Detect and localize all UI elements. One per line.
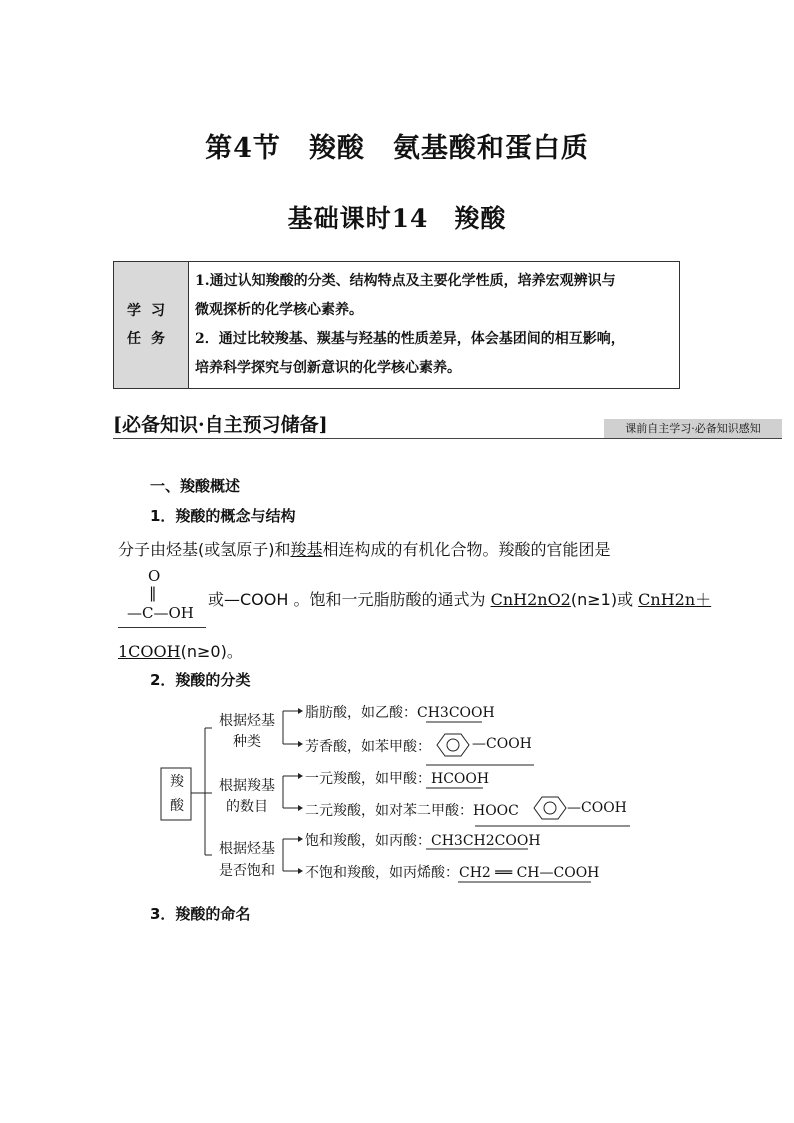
leaf-monocarboxylic-text: 一元羧酸，如甲酸： <box>305 771 431 787</box>
leaf-aromatic-answer-text: —COOH <box>472 736 532 752</box>
formula-or: 或 <box>617 590 639 609</box>
leaf-unsaturated-text: 不饱和羧酸，如丙烯酸： <box>305 865 459 881</box>
criterion-1-line2: 种类 <box>233 734 261 750</box>
struct-chain: —C—OH <box>127 604 194 622</box>
leaf-saturated-answer: CH3CH2COOH <box>431 833 541 849</box>
formula-cond-2: (n≥0) <box>180 642 227 661</box>
leaf-aromatic-answer <box>472 736 532 752</box>
task-item1-line1: 1.通过认知羧酸的分类、结构特点及主要化学性质，培养宏观辨识与 <box>195 273 616 289</box>
leaf-dicarboxylic-text: 二元羧酸，如对苯二甲酸： <box>305 803 473 819</box>
leaf-aliphatic-text: 脂肪酸，如乙酸： <box>305 705 417 721</box>
section-banner-tag: 课前自主学习·必备知识感知 <box>604 419 782 438</box>
struct-double-bond: ‖ <box>149 584 157 602</box>
lesson-title: 基础课时14 羧酸 <box>287 204 507 233</box>
struct-oxygen: O <box>148 567 161 585</box>
para-text-a: 分子由烃基(或氢原子)和 <box>118 540 291 559</box>
formula-end: 。 <box>226 642 243 661</box>
leaf-aliphatic <box>305 702 495 722</box>
formula-general-2a: CnH2n＋ <box>638 590 712 609</box>
leaf-unsaturated-answer: CH2 ══ CH—COOH <box>459 865 600 881</box>
tree-root-line1: 羧 <box>170 774 184 790</box>
criterion-1-line1: 根据烃基 <box>219 713 275 729</box>
leaf-unsaturated <box>305 862 599 882</box>
leaf-saturated-text: 饱和羧酸，如丙酸： <box>305 833 431 849</box>
criterion-3-line2: 是否饱和 <box>219 863 275 879</box>
task-label-line2: 任务 <box>127 331 175 347</box>
heading-overview: 一、羧酸概述 <box>150 477 241 495</box>
formula-text-a: 或—COOH 。饱和一元脂肪酸的通式为 <box>208 590 491 609</box>
leaf-dicarboxylic-answer-right: —COOH <box>567 800 627 816</box>
leaf-aliphatic-answer: CH3COOH <box>417 705 495 721</box>
formula-general-2b: 1COOH <box>118 642 181 661</box>
leaf-saturated <box>305 830 541 850</box>
leaf-monocarboxylic-answer: HCOOH <box>431 771 490 787</box>
heading-concept: 1．羧酸的概念与结构 <box>150 507 296 525</box>
heading-naming: 3．羧酸的命名 <box>150 905 251 923</box>
leaf-aromatic <box>305 736 431 756</box>
task-item2-line2: 培养科学探究与创新意识的化学核心素养。 <box>195 360 461 376</box>
heading-classification: 2．羧酸的分类 <box>150 671 251 689</box>
formula-cond-1: (n≥1) <box>570 590 618 609</box>
criterion-2-line2: 的数目 <box>226 799 268 815</box>
section-banner-title: [必备知识·自主预习储备] <box>113 414 328 436</box>
leaf-monocarboxylic <box>305 768 489 788</box>
leaf-dicarboxylic-right <box>567 800 627 816</box>
criterion-3-line1: 根据烃基 <box>219 841 275 857</box>
leaf-dicarboxylic-answer-left: HOOC <box>473 803 519 819</box>
task-label-line1: 学习 <box>127 303 175 319</box>
blank-carboxyl: 羧基 <box>290 540 323 559</box>
task-item1-line2: 微观探析的化学核心素养。 <box>195 302 363 318</box>
leaf-dicarboxylic <box>305 800 519 820</box>
benzene-ring-2 <box>534 797 566 819</box>
section-title: 第4节 羧酸 氨基酸和蛋白质 <box>205 133 589 164</box>
para-text-b: 相连构成的有机化合物。羧酸的官能团是 <box>322 540 611 559</box>
tree-root-line2: 酸 <box>170 798 184 814</box>
formula-general-1: CnH2nO2 <box>490 590 571 609</box>
leaf-aromatic-text: 芳香酸，如苯甲酸： <box>305 739 431 755</box>
benzene-ring-1 <box>437 734 469 756</box>
criterion-2-line1: 根据羧基 <box>219 778 275 794</box>
task-item2-line1: 2．通过比较羧基、羰基与羟基的性质差异，体会基团间的相互影响， <box>195 331 625 347</box>
